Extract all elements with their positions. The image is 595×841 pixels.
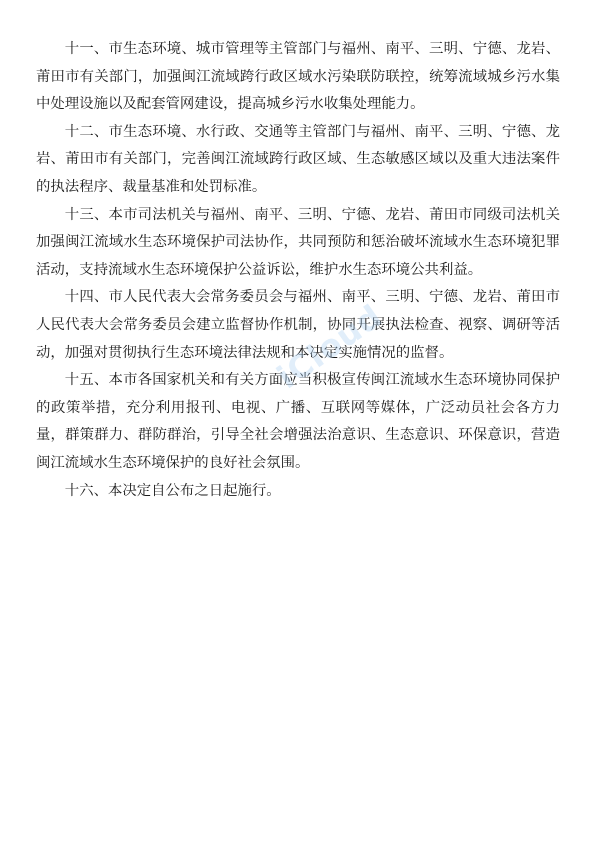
paragraph-article-16: 十六、本决定自公布之日起施行。 xyxy=(64,482,281,499)
document-body xyxy=(36,36,560,505)
paragraph-article-14: 十四、市人民代表大会常务委员会与福州、南平、三明、宁德、龙岩、莆田市人民代表大会常务委员会建立监督协作机制，协同开展执法检查、视察、调研等活动，加强对贯彻执行生态环境法律法规和本决定实施情况的监督。 xyxy=(36,289,560,361)
paragraph-article-11: 十一、市生态环境、城市管理等主管部门与福州、南平、三明、宁德、龙岩、莆田市有关部门，加强闽江流域跨行政区域水污染联防联控，统筹流域城乡污水集中处理设施以及配套管网建设，提高城乡污水收集处理能力。 xyxy=(36,41,560,113)
paragraph-article-15: 十五、本市各国家机关和有关方面应当积极宣传闽江流域水生态环境协同保护的政策举措，充分利用报刊、电视、广播、互联网等媒体，广泛动员社会各方力量，群策群力、群防群治，引导全社会增强法治意识、生态意识、环保意识，营造闽江流域水生态环境保护的良好社会氛围。 xyxy=(36,372,560,471)
paragraph-article-12: 十二、市生态环境、水行政、交通等主管部门与福州、南平、三明、宁德、龙岩、莆田市有关部门，完善闽江流域跨行政区域、生态敏感区域以及重大违法案件的执法程序、裁量基准和处罚标准。 xyxy=(36,123,560,195)
watermark: iCloud xyxy=(270,296,390,397)
paragraph-article-13: 十三、本市司法机关与福州、南平、三明、宁德、龙岩、莆田市同级司法机关加强闽江流域水生态环境保护司法协作，共同预防和惩治破坏流域水生态环境犯罪活动，支持流域水生态环境保护公益诉讼，维护水生态环境公共利益。 xyxy=(36,206,560,278)
